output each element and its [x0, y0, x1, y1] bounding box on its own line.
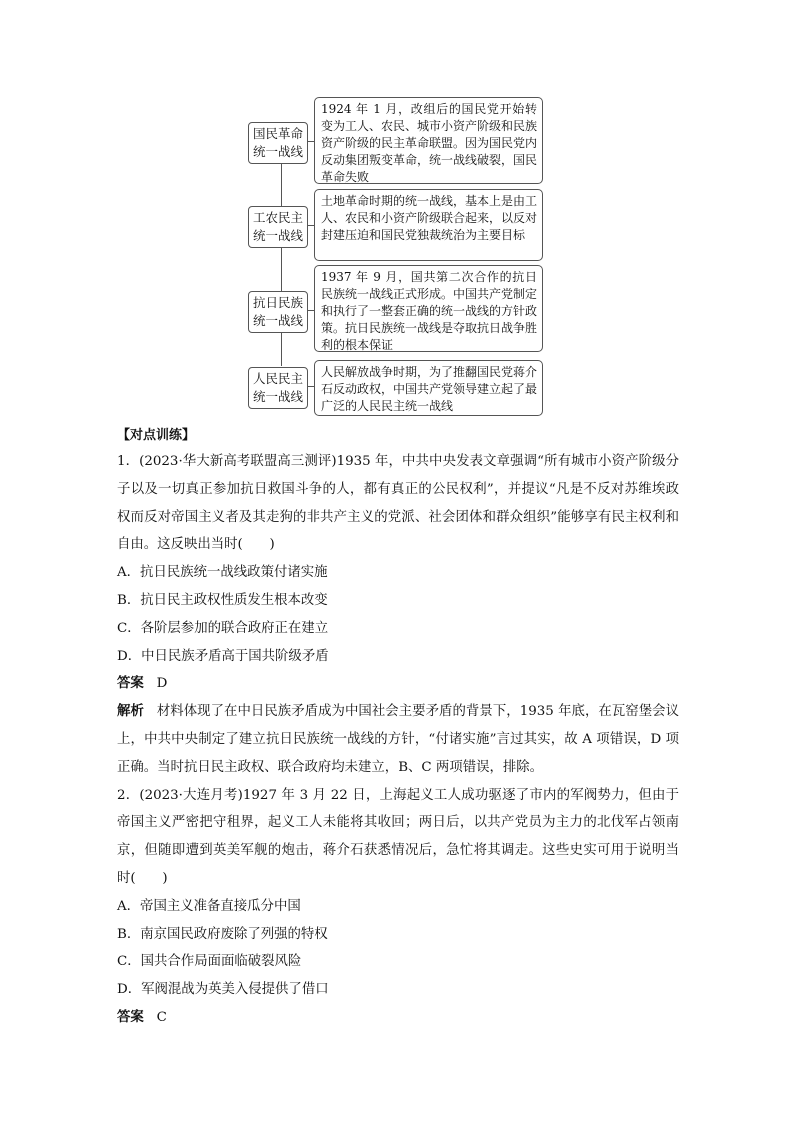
option-d: D．军阀混战为英美入侵提供了借口 [117, 982, 329, 998]
diagram-label-line: 统一战线 [252, 389, 303, 404]
diagram-label-line: 人民民主 [252, 371, 303, 386]
option-c: C．国共合作局面面临破裂风险 [117, 954, 302, 970]
diagram-label-3 [248, 291, 308, 333]
answer-line [117, 1004, 679, 1032]
diagram-label-1 [248, 122, 308, 164]
diagram-desc-4: 人民解放战争时期，为了推翻国民党蒋介石反动政权，中国共产党领导建立起了最广泛的人民民主统一战线 [314, 360, 543, 416]
diagram-label-line: 统一战线 [252, 228, 303, 243]
united-front-diagram [0, 0, 794, 420]
option-b: B．南京国民政府废除了列强的特权 [117, 926, 328, 942]
diagram-label-line: 统一战线 [252, 313, 303, 328]
diagram-label-line: 国民革命 [252, 126, 303, 141]
section-title: 【对点训练】 [117, 428, 196, 443]
diagram-label-line: 统一战线 [252, 144, 303, 159]
diagram-desc-3: 1937 年 9 月，国共第二次合作的抗日民族统一战线正式形成。中国共产党制定和执行了一整套正确的统一战线的方针政策。抗日民族统一战线是夺取抗日战争胜利的根本保证 [314, 265, 543, 352]
diagram-label-line: 抗日民族 [252, 295, 303, 310]
diagram-label-line: 工农民主 [252, 210, 303, 225]
question-2 [117, 782, 679, 1032]
diagram-label-4 [248, 367, 308, 409]
analysis-label: 解析 [117, 704, 144, 720]
option-d: D．中日民族矛盾高于国共阶级矛盾 [117, 648, 329, 664]
analysis-text: 材料体现了在中日民族矛盾成为中国社会主要矛盾的背景下，1935 年底，在瓦窑堡会议上，中共中央制定了建立抗日民族统一战线的方针，“付诸实施”言过其实，故 A 项错误，D 项正确。当时抗日民主政权、联合政府均未建立，B、C 两项错误，排除。 [117, 704, 679, 775]
answer-line [117, 670, 679, 698]
question-stem: 1．(2023·华大新高考联盟高三测评)1935 年，中共中央发表文章强调“所有城市小资产阶级分子以及一切真正参加抗日救国斗争的人，都有真正的公民权利”，并提议“凡是不反对苏维埃政权而反对帝国主义者及其走狗的非共产主义的党派、社会团体和群众组织”能够享有民主权利和自由。这反映出当时( ) [117, 454, 679, 553]
option-a: A．抗日民族统一战线政策付诸实施 [117, 565, 328, 581]
answer-value: C [156, 1009, 167, 1025]
option-c: C．各阶层参加的联合政府正在建立 [117, 620, 329, 636]
analysis [117, 698, 679, 781]
answer-value: D [156, 676, 168, 692]
question-1 [117, 448, 679, 782]
exercise-section [117, 424, 679, 1032]
answer-label: 答案 [117, 1009, 144, 1025]
diagram-desc-1: 1924 年 1 月，改组后的国民党开始转变为工人、农民、城市小资产阶级和民族资产阶级的民主革命联盟。因为国民党内反动集团叛变革命，统一战线破裂，国民革命失败 [314, 97, 543, 184]
answer-label: 答案 [117, 676, 144, 692]
diagram-desc-2: 土地革命时期的统一战线，基本上是由工人、农民和小资产阶级联合起来，以反对封建压迫和国民党独裁统治为主要目标 [314, 189, 543, 261]
option-a: A．帝国主义准备直接瓜分中国 [117, 898, 301, 914]
diagram-label-2 [248, 206, 308, 248]
option-b: B．抗日民主政权性质发生根本改变 [117, 592, 328, 608]
diagram-connector-trunk [281, 158, 282, 366]
question-stem: 2．(2023·大连月考)1927 年 3 月 22 日，上海起义工人成功驱逐了市内的军阀势力，但由于帝国主义严密把守租界，起义工人未能将其收回；两日后，以共产党员为主力的北伐军占领南京，但随即遭到英美军舰的炮击，蒋介石获悉情况后，急忙将其调走。这些史实可用于说明当时( ) [117, 787, 679, 886]
